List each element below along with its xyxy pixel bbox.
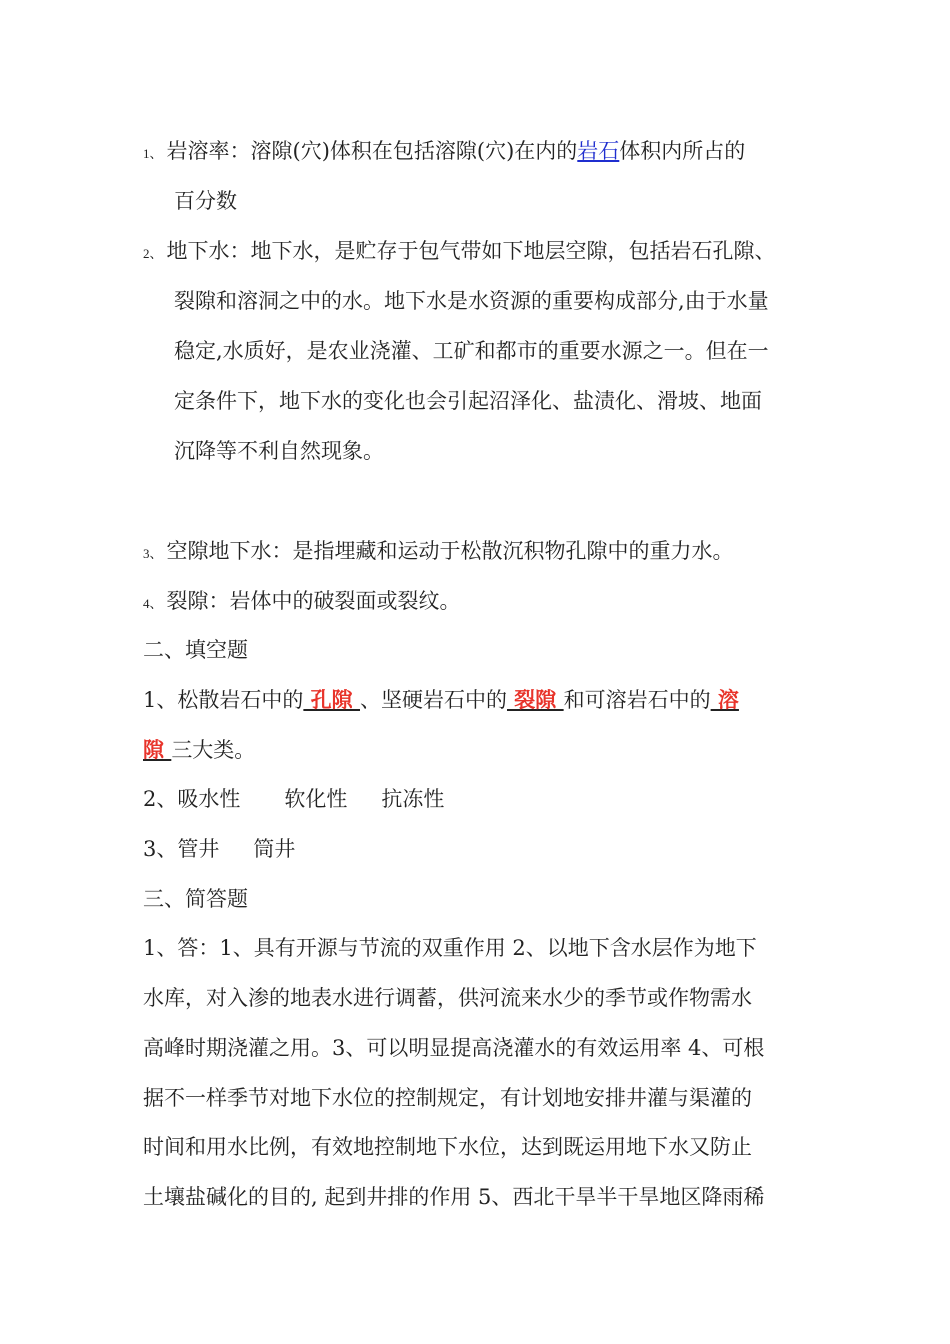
fill-q1-text-c: 和可溶岩石中的 <box>563 688 711 712</box>
definition-1-line-2: 百分数 <box>174 189 237 213</box>
definition-2-number: 2、 <box>143 246 163 261</box>
definition-1-text-a: 岩溶率：溶隙(穴)体积在包括溶隙(穴)在内的 <box>166 139 578 163</box>
fill-q1-text-a: 1、松散岩石中的 <box>143 688 304 712</box>
section-3-heading: 三、简答题 <box>143 887 248 911</box>
definition-1-number: 1、 <box>143 146 163 161</box>
definition-2-text: 地下水：地下水，是贮存于包气带如下地层空隙，包括岩石孔隙、 <box>166 239 776 263</box>
fill-question-1-line-1 <box>143 685 739 715</box>
definition-4 <box>143 586 461 619</box>
fill-q1-text-d: 三大类。 <box>171 738 256 762</box>
fill-q2-item-3: 抗冻性 <box>381 787 445 811</box>
fill-q1-answer-fissures: 裂隙 <box>507 687 564 712</box>
definition-3-text: 空隙地下水：是指埋藏和运动于松散沉积物孔隙中的重力水。 <box>166 539 734 563</box>
answer-line-5: 时间和用水比例，有效地控制地下水位，达到既运用地下水又防止 <box>143 1135 752 1159</box>
fill-q1-text-b: 、坚硬岩石中的 <box>360 688 507 712</box>
answer-line-2: 水库，对入渗的地表水进行调蓄，供河流来水少的季节或作物需水 <box>143 986 752 1010</box>
fill-q3-item-1: 管井 <box>177 837 220 861</box>
fill-q3-item-2: 筒井 <box>253 837 296 861</box>
definition-1-text-b: 体积内所占的 <box>619 139 746 163</box>
definition-3 <box>143 536 734 569</box>
definition-2-line-3: 稳定,水质好，是农业浇灌、工矿和都市的重要水源之一。但在一 <box>174 339 769 363</box>
fill-q1-answer-pores: 孔隙 <box>303 687 360 712</box>
answer-line-6: 土壤盐碱化的目的, 起到井排的作用 5、西北干旱半干旱地区降雨稀 <box>143 1185 765 1209</box>
definition-1-line-1 <box>143 136 745 169</box>
answer-line-1: 1、答：1、具有开源与节流的双重作用 2、以地下含水层作为地下 <box>143 936 757 960</box>
fill-question-3 <box>143 834 295 864</box>
fill-q3-number: 3、 <box>143 837 178 861</box>
rock-link[interactable]: 岩石 <box>577 139 620 163</box>
fill-q2-item-2: 软化性 <box>284 787 348 811</box>
fill-q1-answer-karst-b: 隙 <box>143 737 172 762</box>
fill-question-2 <box>143 784 444 814</box>
definition-2-line-1 <box>143 236 776 269</box>
definition-2-line-2: 裂隙和溶洞之中的水。地下水是水资源的重要构成部分,由于水量 <box>174 289 769 313</box>
definition-2-line-4: 定条件下，地下水的变化也会引起沼泽化、盐渍化、滑坡、地面 <box>174 389 762 413</box>
definition-4-number: 4、 <box>143 596 163 611</box>
fill-q2-number: 2、 <box>143 787 178 811</box>
fill-q1-answer-karst-a: 溶 <box>710 687 739 712</box>
fill-q2-item-1: 吸水性 <box>177 787 241 811</box>
answer-line-4: 据不一样季节对地下水位的控制规定，有计划地安排井灌与渠灌的 <box>143 1086 752 1110</box>
answer-line-3: 高峰时期浇灌之用。3、可以明显提高浇灌水的有效运用率 4、可根 <box>143 1036 765 1060</box>
definition-4-text: 裂隙：岩体中的破裂面或裂纹。 <box>166 589 461 613</box>
section-2-heading: 二、填空题 <box>143 638 248 662</box>
definition-3-number: 3、 <box>143 546 163 561</box>
fill-question-1-line-2 <box>143 735 255 765</box>
definition-2-line-5: 沉降等不利自然现象。 <box>174 439 384 463</box>
